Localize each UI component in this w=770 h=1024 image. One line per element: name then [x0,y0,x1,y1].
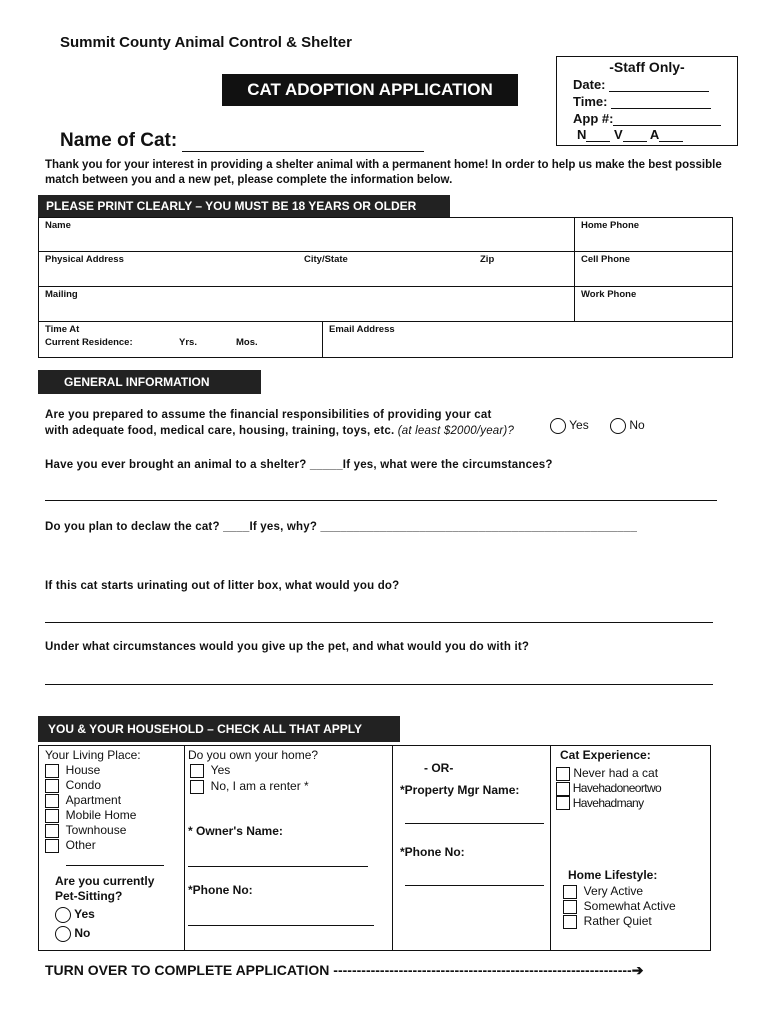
condo-checkbox[interactable] [45,779,59,793]
staff-date-field[interactable] [609,91,709,92]
financial-yes-option[interactable] [550,418,589,434]
mobile-home-label: Mobile Home [65,808,137,822]
staff-only-box [556,56,738,146]
email-label: Email Address [329,324,395,335]
other-specify-line[interactable] [66,865,164,866]
exp-option-one-or-two[interactable] [556,781,661,796]
never-checkbox[interactable] [556,767,570,781]
staff-n-label: N [577,127,587,142]
staff-date-label: Date: [573,77,606,92]
lifestyle-option-very-active[interactable] [563,884,676,899]
staff-app-field[interactable] [613,125,721,126]
many-label: Havehadmany [572,795,644,810]
lifestyle-option-somewhat-active[interactable] [563,899,676,914]
other-label: Other [65,838,96,852]
mobile-home-checkbox[interactable] [45,809,59,823]
owners-name-label: * Owner's Name: [188,824,283,838]
own-home-yes-checkbox[interactable] [190,764,204,778]
litter-box-answer-line[interactable] [45,622,713,623]
one-or-two-checkbox[interactable] [556,782,570,796]
staff-a-field[interactable] [659,141,683,142]
owners-name-line[interactable] [188,866,368,867]
staff-time-field[interactable] [611,108,711,109]
work-phone-label: Work Phone [581,289,637,300]
rather-quiet-label: Rather Quiet [583,914,652,928]
physical-address-label: Physical Address [45,254,124,265]
lifestyle-option-rather-quiet[interactable] [563,914,676,929]
very-active-label: Very Active [583,884,644,898]
living-option-condo[interactable] [45,778,136,793]
property-mgr-label: *Property Mgr Name: [400,783,520,797]
own-home-yes-label: Yes [210,763,231,777]
other-checkbox[interactable] [45,839,59,853]
contact-grid [38,217,733,358]
name-of-cat-label: Name of Cat: [60,130,178,151]
city-state-label: City/State [304,254,348,265]
house-checkbox[interactable] [45,764,59,778]
home-phone-label: Home Phone [581,220,640,231]
give-up-answer-line[interactable] [45,684,713,685]
exp-option-many[interactable] [556,796,661,811]
shelter-question: Have you ever brought an animal to a shelter? _____If yes, what were the circumstances? [45,459,553,471]
home-lifestyle-list [563,884,676,929]
pet-sitting-question-line1: Are you currently [55,874,155,888]
apartment-checkbox[interactable] [45,794,59,808]
zip-label: Zip [480,254,495,265]
staff-n-field[interactable] [586,141,610,142]
financial-no-option[interactable] [610,418,645,434]
give-up-question: Under what circumstances would you give up the pet, and what would you do with it? [45,641,530,653]
rather-quiet-checkbox[interactable] [563,915,577,929]
financial-question-line1: Are you prepared to assume the financial responsibilities of providing your cat [45,409,492,421]
never-label: Never had a cat [573,766,659,780]
financial-question-note: (at least $2000/year)? [397,425,515,437]
pet-sitting-question-line2: Pet-Sitting? [55,889,123,903]
staff-time-label: Time: [573,94,608,109]
or-label: - OR- [424,761,454,775]
staff-app-label: App #: [573,111,614,126]
financial-yes-label: Yes [569,418,589,433]
pet-sitting-no-label: No [74,926,91,941]
owner-phone-line[interactable] [188,925,374,926]
turn-over-text: TURN OVER TO COMPLETE APPLICATION ---------------------------------------------------------------- [45,962,632,978]
pet-sitting-no-radio[interactable] [55,926,71,942]
intro-text: Thank you for your interest in providing a shelter animal with a permanent home! In order to help us make the best possible match between you and a new pet, please complete the information below. [45,159,722,186]
mailing-label: Mailing [45,289,78,300]
pet-sitting-no-option[interactable] [55,926,90,942]
townhouse-label: Townhouse [65,823,127,837]
name-cell[interactable] [39,218,575,252]
pet-sitting-yes-option[interactable] [55,907,95,923]
declaw-question: Do you plan to declaw the cat? ____If yes, why? ________________________________________________ [45,521,638,533]
name-of-cat-field[interactable] [182,131,424,152]
household-banner: YOU & YOUR HOUSEHOLD – CHECK ALL THAT APPLY [38,716,400,742]
property-mgr-line[interactable] [405,823,544,824]
living-place-list [45,763,136,853]
cat-experience-title: Cat Experience: [560,748,651,762]
name-label: Name [45,220,71,231]
mailing-cell[interactable] [39,287,575,322]
staff-only-heading: -Staff Only- [609,59,685,75]
one-or-two-label: Havehadoneortwo [572,780,662,795]
staff-v-label: V [614,127,623,142]
turn-over-arrow-icon: ➔ [631,962,644,978]
mgr-phone-label: *Phone No: [400,845,465,859]
somewhat-active-checkbox[interactable] [563,900,577,914]
print-clearly-banner: PLEASE PRINT CLEARLY – YOU MUST BE 18 YEARS OR OLDER [38,195,450,217]
cat-experience-list [556,766,661,810]
somewhat-active-label: Somewhat Active [583,899,676,913]
general-info-banner: GENERAL INFORMATION [38,370,261,394]
living-place-title: Your Living Place: [45,748,141,762]
living-option-mobile-home[interactable] [45,808,136,823]
mos-label: Mos. [236,337,258,348]
own-home-yes-option[interactable] [190,763,230,778]
mgr-phone-line[interactable] [405,885,544,886]
owner-phone-label: *Phone No: [188,883,253,897]
litter-box-question: If this cat starts urinating out of litter box, what would you do? [45,580,400,592]
financial-yes-radio[interactable] [550,418,566,434]
shelter-answer-line[interactable] [45,500,717,501]
many-checkbox[interactable] [556,796,570,810]
living-option-other[interactable] [45,838,136,853]
living-option-townhouse[interactable] [45,823,136,838]
cell-phone-label: Cell Phone [581,254,631,265]
condo-label: Condo [65,778,102,792]
house-label: House [65,763,101,777]
home-lifestyle-title: Home Lifestyle: [568,868,658,882]
townhouse-checkbox[interactable] [45,824,59,838]
yrs-label: Yrs. [179,337,197,348]
financial-no-label: No [629,418,645,433]
financial-question-line2: with adequate food, medical care, housing, training, toys, etc. [45,425,395,437]
exp-option-never[interactable] [556,766,661,781]
apartment-label: Apartment [65,793,122,807]
staff-a-label: A [649,127,660,142]
own-home-renter-checkbox[interactable] [190,780,204,794]
time-at-label: Time At [45,324,80,335]
staff-v-field[interactable] [623,141,647,142]
current-residence-label: Current Residence: [45,337,133,348]
own-home-title: Do you own your home? [188,748,319,762]
form-title: CAT ADOPTION APPLICATION [222,74,518,106]
living-option-house[interactable] [45,763,136,778]
pet-sitting-yes-label: Yes [74,907,95,922]
own-home-renter-label: No, I am a renter * [210,779,309,793]
pet-sitting-yes-radio[interactable] [55,907,71,923]
org-name: Summit County Animal Control & Shelter [60,34,352,51]
own-home-renter-option[interactable] [190,779,309,794]
financial-no-radio[interactable] [610,418,626,434]
very-active-checkbox[interactable] [563,885,577,899]
living-option-apartment[interactable] [45,793,136,808]
